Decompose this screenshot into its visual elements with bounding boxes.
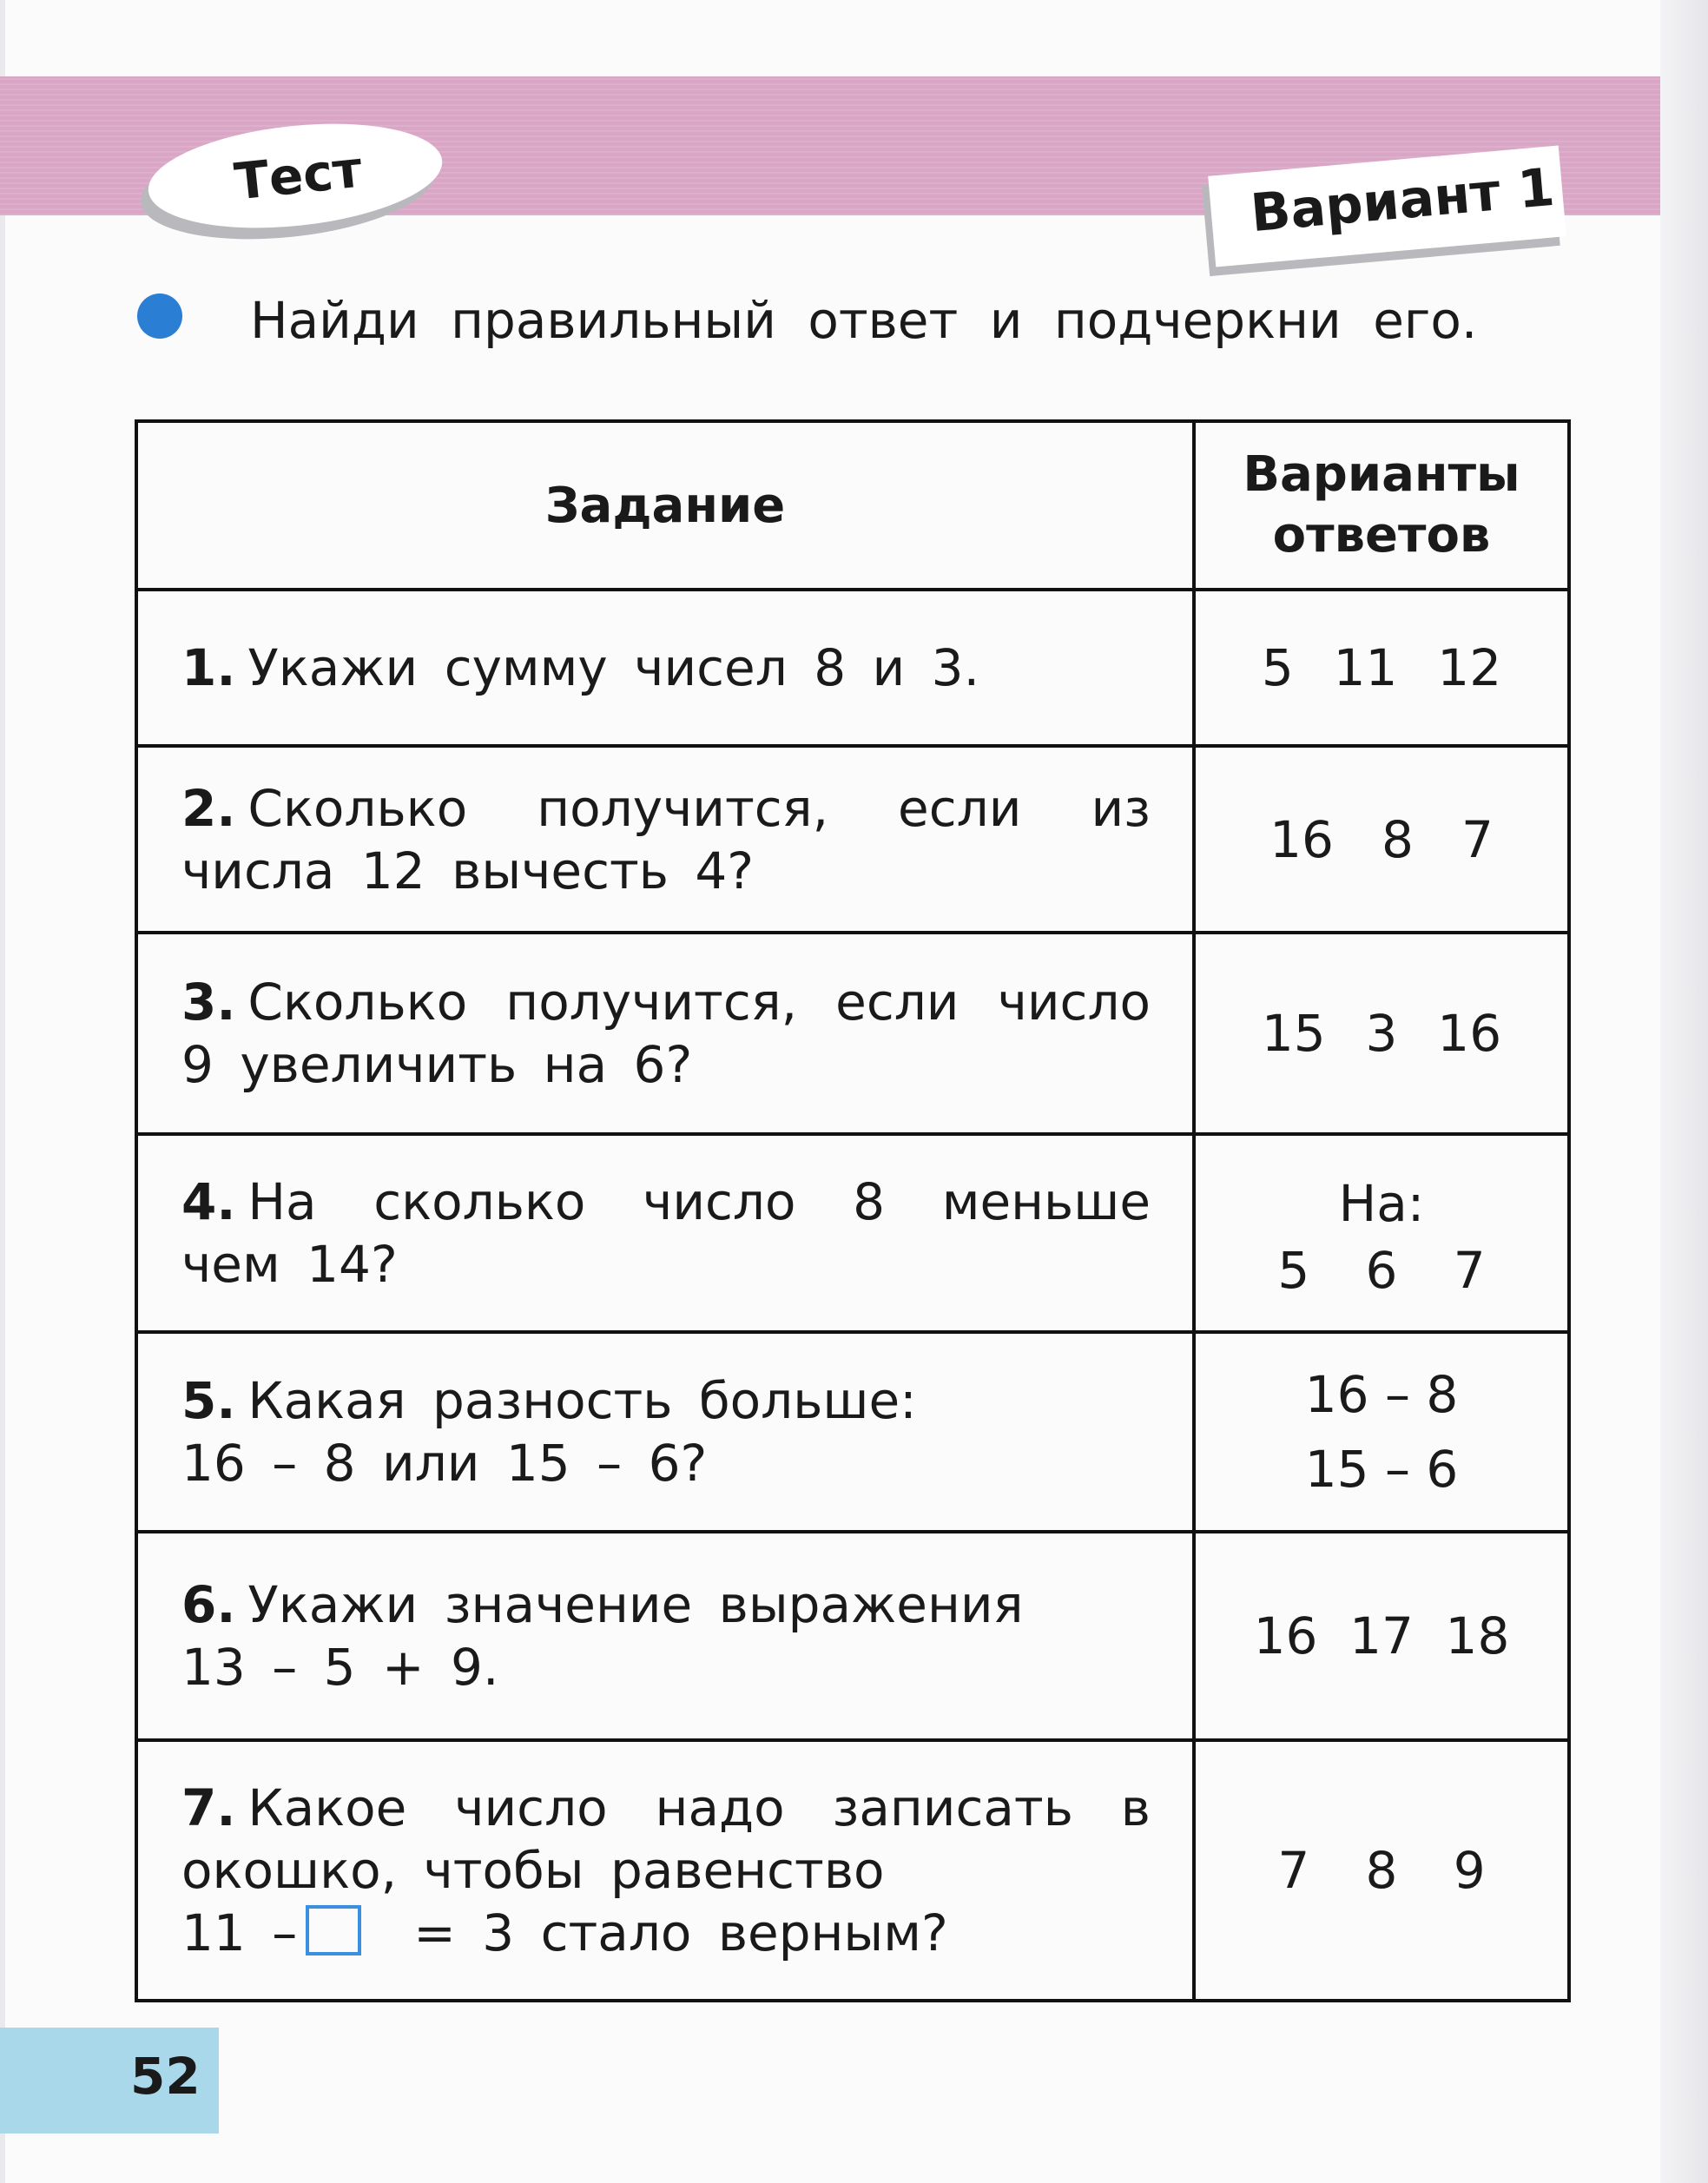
answer-cell [1194,1740,1569,2001]
task-text: Сколько получится, если число 9 увеличить на 6? [181,973,1151,1094]
page-number: 52 [130,2047,201,2106]
answer-cell [1194,933,1569,1134]
answer-cell [1194,590,1569,746]
header-answers [1194,421,1569,590]
task-cell [136,746,1194,933]
header-task: Задание [136,421,1194,590]
task-number: 7. [181,1778,236,1837]
page-binding-edge [1660,0,1708,2183]
answer-option[interactable]: 15 [1261,1004,1326,1063]
table-header-row [136,421,1569,590]
table-row [136,1532,1569,1740]
answer-option[interactable]: 7 [1277,1841,1310,1900]
task-text: Какое число надо записать в окошко, чтобы равенство [181,1778,1151,1900]
answer-option[interactable]: 16 [1269,809,1334,869]
task-text-line2: 16 – 8 или 15 – 6? [181,1434,708,1493]
table-row [136,746,1569,933]
equation-left: 11 – [181,1903,298,1962]
task-cell [136,933,1194,1134]
task-cell [136,590,1194,746]
answer-option[interactable]: 16 [1437,1004,1502,1063]
task-cell [136,1740,1194,2001]
task-number: 5. [181,1371,236,1430]
answer-option[interactable]: 5 [1277,1241,1310,1300]
bullet-icon [137,293,182,339]
answer-cell [1194,1332,1569,1532]
answer-option[interactable]: 7 [1453,1241,1486,1300]
answer-option[interactable]: 7 [1461,809,1494,869]
answer-cell [1194,1134,1569,1332]
answer-options [1196,638,1567,697]
answer-option[interactable]: 9 [1453,1841,1486,1900]
answer-option[interactable]: 8 [1382,809,1414,869]
answer-option[interactable]: 12 [1437,638,1502,697]
header-answers-line2: ответов [1272,507,1491,564]
instruction-text: Найди правильный ответ и подчеркни его. [250,291,1478,350]
answer-option[interactable]: 8 [1365,1841,1398,1900]
answer-option[interactable]: 5 [1261,638,1294,697]
task-number: 1. [181,638,236,697]
answer-option[interactable]: 15 – 6 [1304,1440,1459,1499]
answer-option[interactable]: 3 [1365,1004,1398,1063]
task-text: Укажи сумму чисел 8 и 3. [247,638,980,697]
answer-options [1196,810,1567,869]
task-text: Сколько получится, если из числа 12 вычесть 4? [181,778,1151,900]
test-label: Тест [231,139,366,212]
test-table [135,419,1571,2002]
answer-option[interactable]: 11 [1333,638,1398,697]
answer-cell [1194,1532,1569,1740]
answer-option[interactable]: 17 [1349,1606,1414,1665]
table-row [136,933,1569,1134]
table-row [136,1332,1569,1532]
answer-options [1196,1606,1567,1665]
task-text-line2: 13 – 5 + 9. [181,1638,499,1697]
table-row [136,1134,1569,1332]
task-text: На сколько число 8 меньше чем 14? [181,1172,1151,1294]
task-number: 6. [181,1575,236,1634]
table-row [136,590,1569,746]
answer-window-box[interactable] [306,1905,361,1955]
task-number: 3. [181,973,236,1032]
task-cell [136,1332,1194,1532]
answer-option[interactable]: 6 [1365,1241,1398,1300]
task-number: 4. [181,1172,236,1231]
task-number: 2. [181,778,236,838]
task-text-line1: Укажи значение выражения [247,1575,1024,1634]
answer-option[interactable]: 18 [1445,1606,1510,1665]
answer-options [1196,1241,1567,1300]
task-text-line1: Какая разность больше: [247,1371,917,1430]
task-cell [136,1532,1194,1740]
answer-option[interactable]: 16 [1253,1606,1318,1665]
task-cell [136,1134,1194,1332]
variant-label: Вариант 1 [1248,156,1557,245]
answer-option[interactable]: 16 – 8 [1304,1365,1459,1424]
answer-options [1196,1841,1567,1900]
equation-right: = 3 стало верным? [413,1903,948,1962]
answer-prefix: На: [1338,1174,1425,1233]
answer-cell [1194,746,1569,933]
table-row [136,1740,1569,2001]
answer-options [1196,1004,1567,1063]
header-answers-line1: Варианты [1243,446,1520,503]
equation-line [181,1902,1151,1964]
page-edge [0,0,5,2183]
